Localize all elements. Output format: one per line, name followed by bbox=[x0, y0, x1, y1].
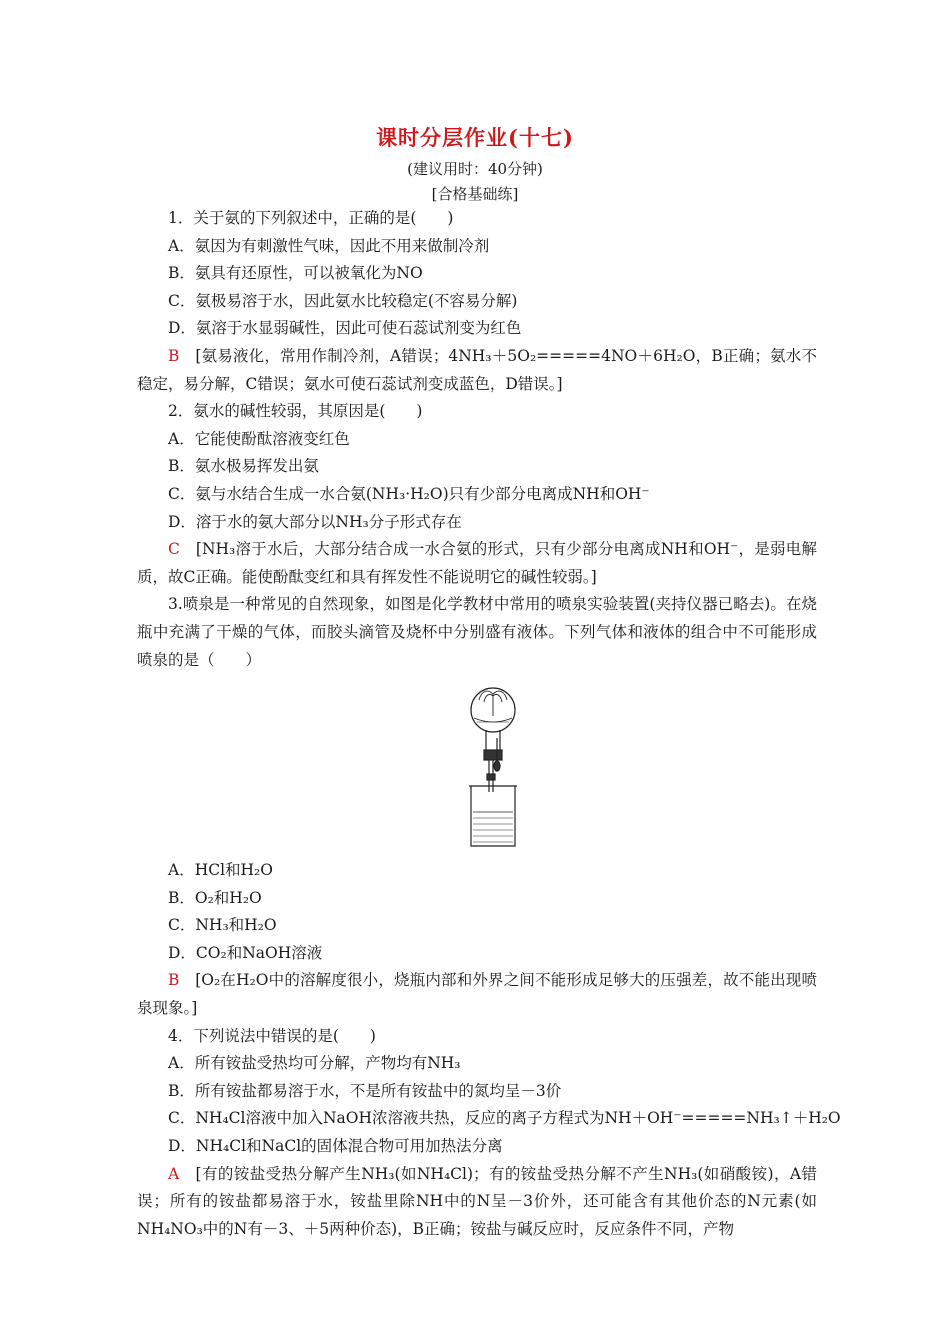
option-a: A．氨因为有刺激性气味，因此不用来做制冷剂 bbox=[168, 236, 490, 255]
option-a: A．它能使酚酞溶液变红色 bbox=[168, 429, 350, 448]
time-note: (建议用时：40分钟) bbox=[407, 160, 543, 178]
option-c: C．氨与水结合生成一水合氨(NH₃·H₂O)只有少部分电离成NH和OH⁻ bbox=[168, 484, 650, 503]
option-d: D．氨溶于水显弱碱性，因此可使石蕊试剂变为红色 bbox=[168, 319, 522, 338]
option-c: C．氨极易溶于水，因此氨水比较稳定(不容易分解) bbox=[168, 291, 518, 310]
explanation-text: [O₂在H₂O中的溶解度很小，烧瓶内部和外界之间不能形成足够大的压强差，故不能出现喷泉现象。] bbox=[137, 971, 817, 1018]
answer-explanation bbox=[137, 343, 817, 398]
option-c: C．NH₃和H₂O bbox=[168, 916, 277, 935]
answer-letter: B bbox=[168, 346, 180, 365]
explanation-text: [有的铵盐受热分解产生NH₃(如NH₄Cl)；有的铵盐受热分解不产生NH₃(如硝酸铵)，A错误；所有的铵盐都易溶于水，铵盐里除NH中的N呈－3价外，还可能含有其他价态的N元素(如NH₄NO₃中的N有－3、＋5两种价态)，B正确；铵盐与碱反应时，反应条件不同，产物 bbox=[137, 1164, 817, 1238]
option-d: D．CO₂和NaOH溶液 bbox=[168, 943, 323, 962]
option-c: C．NH₄Cl溶液中加入NaOH浓溶液共热，反应的离子方程式为NH＋OH⁻=====NH₃↑＋H₂O bbox=[168, 1109, 841, 1128]
question-stem: 3.喷泉是一种常见的自然现象，如图是化学教材中常用的喷泉实验装置(夹持仪器已略去)。在烧瓶中充满了干燥的气体，而胶头滴管及烧杯中分别盛有液体。下列气体和液体的组合中不可能形成喷泉的是（ ） bbox=[137, 595, 817, 669]
question-4 bbox=[137, 1023, 841, 1244]
question-1 bbox=[137, 205, 817, 398]
option-d: D．NH₄Cl和NaCl的固体混合物可用加热法分离 bbox=[168, 1137, 503, 1156]
fountain-figure bbox=[137, 674, 817, 857]
answer-explanation bbox=[137, 536, 817, 591]
answer-explanation bbox=[137, 1161, 817, 1244]
explanation-text: [氨易液化，常用作制冷剂，A错误；4NH₃＋5O₂=====4NO＋6H₂O，B正确；氨水不稳定，易分解，C错误；氨水可使石蕊试剂变成蓝色，D错误。] bbox=[137, 346, 817, 393]
option-b: B．氨具有还原性，可以被氧化为NO bbox=[168, 264, 423, 283]
section-label: [合格基础练] bbox=[431, 185, 519, 203]
option-a: A．HCl和H₂O bbox=[168, 861, 273, 880]
option-b: B．O₂和H₂O bbox=[168, 888, 262, 907]
question-stem: 4．下列说法中错误的是( ) bbox=[168, 1026, 376, 1045]
question-stem: 2．氨水的碱性较弱，其原因是( ) bbox=[168, 402, 423, 421]
answer-letter: B bbox=[168, 971, 180, 990]
answer-letter: C bbox=[168, 540, 180, 559]
question-2 bbox=[137, 398, 817, 591]
question-3 bbox=[137, 591, 817, 1022]
option-d: D．溶于水的氨大部分以NH₃分子形式存在 bbox=[168, 512, 462, 531]
answer-letter: A bbox=[168, 1164, 180, 1183]
page-title: 课时分层作业(十七) bbox=[376, 125, 574, 150]
answer-explanation bbox=[137, 967, 817, 1022]
explanation-text: [NH₃溶于水后，大部分结合成一水合氨的形式，只有少部分电离成NH和OH⁻，是弱电解质，故C正确。能使酚酞变红和具有挥发性不能说明它的碱性较弱。] bbox=[137, 540, 817, 586]
question-stem: 1．关于氨的下列叙述中，正确的是( ) bbox=[168, 209, 454, 227]
option-b: B．所有铵盐都易溶于水，不是所有铵盐中的氮均呈－3价 bbox=[168, 1081, 562, 1100]
question-list bbox=[137, 205, 841, 1243]
fountain-apparatus-icon bbox=[467, 680, 519, 850]
option-b: B．氨水极易挥发出氨 bbox=[168, 457, 319, 476]
option-a: A．所有铵盐受热均可分解，产物均有NH₃ bbox=[168, 1054, 461, 1073]
